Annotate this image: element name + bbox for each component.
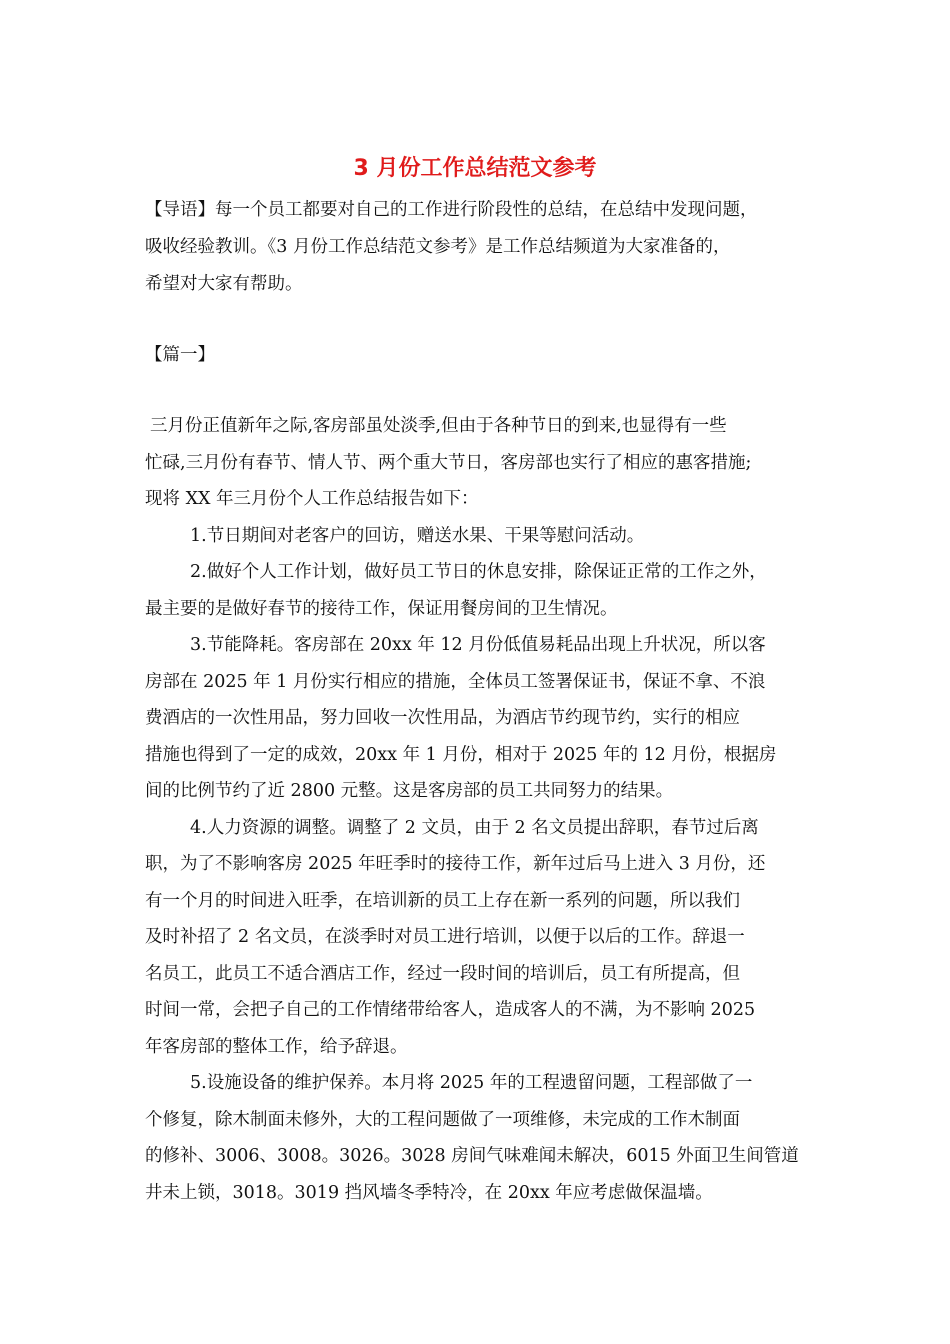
paragraph-line: 的修补、3006、3008。3026。3028 房间气味难闻未解决，6015 外面卫生间管道 bbox=[145, 1146, 799, 1166]
intro-line: 吸收经验教训。《3 月份工作总结范文参考》是工作总结频道为大家准备的， bbox=[145, 237, 731, 257]
paragraph-line: 房部在 2025 年 1 月份实行相应的措施，全体员工签署保证书，保证不拿、不浪 bbox=[145, 672, 766, 692]
intro-line: 希望对大家有帮助。 bbox=[145, 274, 303, 294]
paragraph-line: 三月份正值新年之际,客房部虽处淡季,但由于各种节日的到来,也显得有一些 bbox=[150, 416, 727, 436]
paragraph-line: 间的比例节约了近 2800 元整。这是客房部的员工共同努力的结果。 bbox=[145, 781, 674, 801]
paragraph-line: 忙碌,三月份有春节、情人节、两个重大节日，客房部也实行了相应的惠客措施; bbox=[145, 453, 752, 473]
document-title: 3 月份工作总结范文参考 bbox=[353, 156, 597, 181]
paragraph-line: 2.做好个人工作计划，做好员工节日的休息安排，除保证正常的工作之外， bbox=[190, 562, 767, 582]
paragraph-line: 及时补招了 2 名文员，在淡季时对员工进行培训，以便于以后的工作。辞退一 bbox=[145, 927, 745, 947]
paragraph-line: 1.节日期间对老客户的回访，赠送水果、干果等慰问活动。 bbox=[190, 526, 645, 546]
paragraph-line: 年客房部的整体工作，给予辞退。 bbox=[145, 1037, 408, 1057]
paragraph-line: 费酒店的一次性用品，努力回收一次性用品，为酒店节约现节约，实行的相应 bbox=[145, 708, 740, 728]
paragraph-line: 现将 XX 年三月份个人工作总结报告如下： bbox=[145, 489, 479, 509]
paragraph-line: 名员工，此员工不适合酒店工作，经过一段时间的培训后，员工有所提高，但 bbox=[145, 964, 740, 984]
paragraph-line: 有一个月的时间进入旺季，在培训新的员工上存在新一系列的问题，所以我们 bbox=[145, 891, 740, 911]
paragraph-line: 时间一常，会把子自己的工作情绪带给客人，造成客人的不满，为不影响 2025 bbox=[145, 1000, 756, 1020]
section-heading: 【篇一】 bbox=[145, 345, 215, 365]
paragraph-line: 3.节能降耗。客房部在 20xx 年 12 月份低值易耗品出现上升状况，所以客 bbox=[190, 635, 766, 655]
paragraph-line: 职，为了不影响客房 2025 年旺季时的接待工作，新年过后马上进入 3 月份，还 bbox=[145, 854, 766, 874]
paragraph-line: 措施也得到了一定的成效，20xx 年 1 月份，相对于 2025 年的 12 月份，根据房 bbox=[145, 745, 777, 765]
intro-line: 【导语】每一个员工都要对自己的工作进行阶段性的总结，在总结中发现问题， bbox=[145, 200, 758, 220]
paragraph-line: 4.人力资源的调整。调整了 2 文员，由于 2 名文员提出辞职，春节过后离 bbox=[190, 818, 759, 838]
paragraph-line: 5.设施设备的维护保养。本月将 2025 年的工程遗留问题，工程部做了一 bbox=[190, 1073, 753, 1093]
paragraph-line: 个修复，除木制面未修外，大的工程问题做了一项维修，未完成的工作木制面 bbox=[145, 1110, 740, 1130]
paragraph-line: 最主要的是做好春节的接待工作，保证用餐房间的卫生情况。 bbox=[145, 599, 618, 619]
paragraph-line: 井未上锁，3018。3019 挡风墙冬季特冷，在 20xx 年应考虑做保温墙。 bbox=[145, 1183, 713, 1203]
